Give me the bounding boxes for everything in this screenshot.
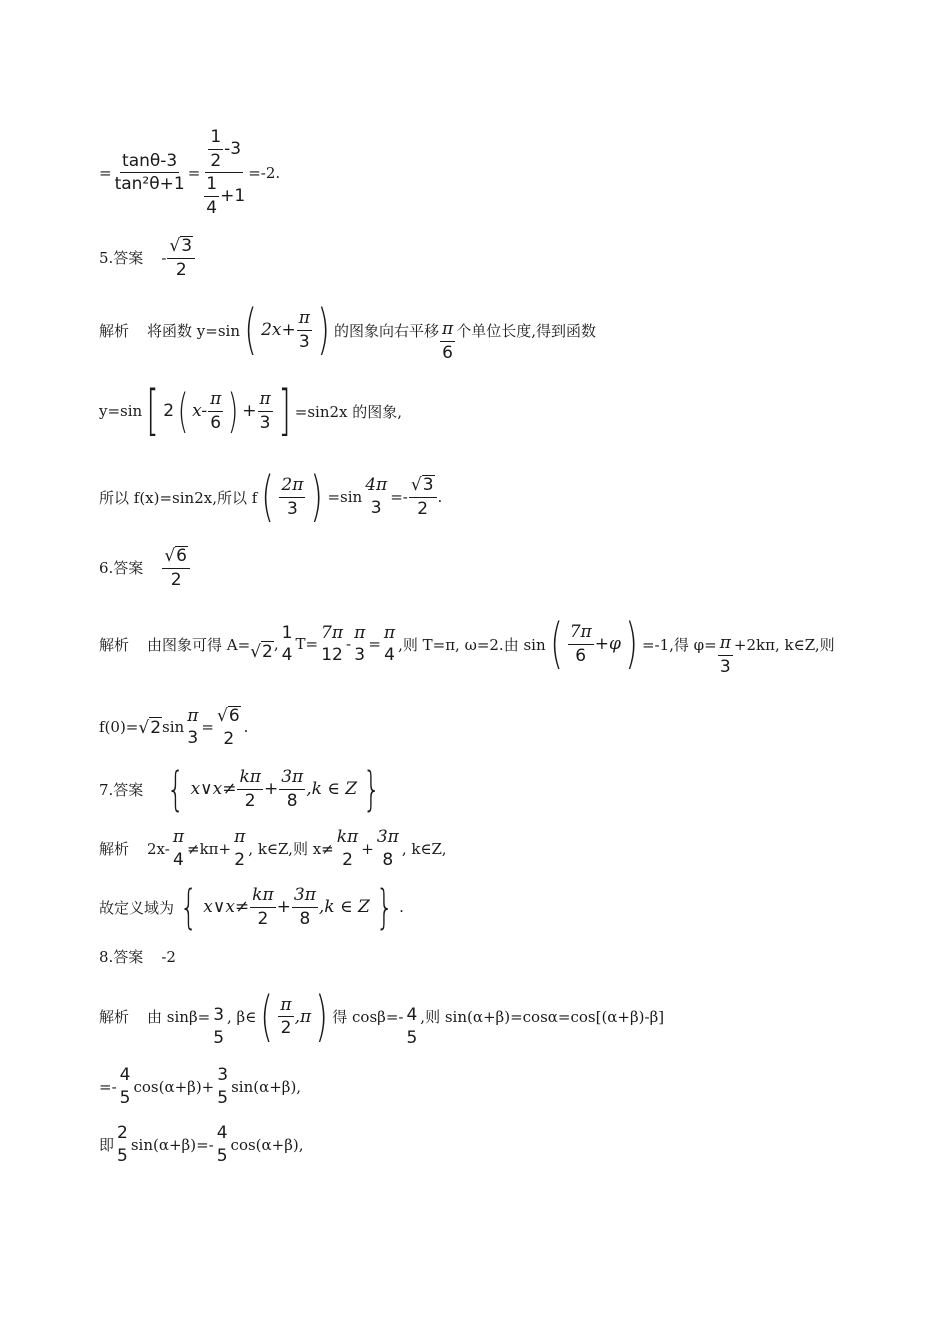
fraction-denominator: 2 (234, 849, 246, 870)
right-paren: ) (315, 984, 329, 1048)
fraction-denominator: 6 (575, 645, 587, 666)
fraction-denominator: 8 (382, 849, 394, 870)
fraction-3-5 (215, 1066, 230, 1107)
radical-icon: √ (216, 706, 228, 726)
minus-sign: - (161, 248, 167, 267)
fraction-denominator: 6 (442, 342, 453, 363)
text-segment: =- (99, 1077, 117, 1096)
fraction-numerator: 2π (279, 476, 305, 498)
fraction-numerator: 4 (119, 1065, 131, 1085)
fraction-denominator: 2 (417, 499, 429, 519)
text-segment: 将函数 y=sin (147, 321, 240, 340)
fraction-denominator: 5 (217, 1087, 229, 1108)
left-paren: ( (177, 384, 189, 438)
fraction-denominator: 2 (170, 569, 182, 590)
fraction-3-5 (211, 1006, 226, 1047)
eq-sign: = (201, 718, 214, 737)
q6-explanation-line1 (99, 612, 835, 676)
q8-label: 8.答案 (99, 948, 144, 966)
right-brace: } (362, 762, 381, 816)
fraction-denominator: 3 (719, 656, 731, 677)
fraction-denominator: 3 (298, 331, 310, 352)
fraction-4pi-3 (363, 476, 389, 517)
left-bracket: [ (146, 379, 160, 442)
q6-label: 6.答案 (99, 559, 144, 578)
radicand: 6 (176, 546, 187, 566)
eq-lead: = (99, 163, 112, 182)
text-segment: 得 cosβ=- (332, 1008, 404, 1027)
minus-sign: - (346, 635, 352, 654)
fraction-7pi-12 (319, 624, 345, 665)
fraction-numerator: 7π (568, 623, 594, 645)
explain-label: 解析 (99, 321, 130, 340)
q8-answer (99, 946, 176, 967)
fraction-denominator: 2 (175, 259, 187, 280)
fraction-denominator: 5 (213, 1027, 225, 1048)
fraction-pi-3 (297, 309, 312, 351)
text-segment: T= (295, 635, 319, 654)
fraction-numerator: 7π (321, 622, 344, 643)
text-segment: f(0)= (99, 718, 139, 737)
fraction-numerator: π (297, 309, 312, 331)
compound-denominator (201, 173, 247, 217)
fraction-numerator: 4 (216, 1123, 228, 1143)
answer-fraction (167, 236, 195, 279)
left-paren: ( (261, 465, 275, 528)
fraction-pi-6 (440, 320, 455, 362)
text-segment: y=sin (99, 402, 143, 420)
right-paren: ) (317, 298, 330, 362)
explain-label: 解析 (99, 840, 130, 859)
fraction-denominator: 2 (280, 1018, 292, 1039)
compound-numerator (205, 128, 243, 173)
q7-answer (99, 762, 386, 816)
text-segment: 由图象可得 A= (147, 635, 251, 654)
fraction-denominator: 3 (286, 498, 298, 519)
set-expression: ,k ∈ Z (306, 779, 358, 799)
right-paren: ) (227, 384, 239, 438)
radicand: 2 (262, 641, 273, 662)
radical-icon: √ (169, 236, 181, 256)
fraction-3pi-8 (375, 828, 401, 869)
fraction-numerator: 3 (217, 1065, 229, 1085)
fraction-numerator: 2 (117, 1123, 128, 1143)
fraction-denominator: 8 (286, 790, 298, 811)
sqrt-expression (162, 546, 190, 569)
fraction-pi-2 (278, 996, 293, 1038)
fraction-pi-3 (258, 390, 273, 432)
fraction-denominator: 3 (259, 412, 271, 433)
fraction-numerator: π (440, 320, 455, 342)
denominator-rest: +1 (220, 186, 246, 207)
text-segment: 由 sinβ= (147, 1008, 211, 1027)
radical-icon: √ (250, 641, 262, 662)
q5-answer (99, 236, 196, 279)
fraction-numerator: 4π (365, 475, 388, 496)
right-bracket: ] (277, 379, 291, 442)
eq-sign: = (187, 163, 201, 182)
text-segment: +2kπ, k∈Z,则 (733, 635, 835, 654)
coefficient: 2 (163, 401, 175, 421)
set-expression: ,k ∈ Z (318, 897, 370, 917)
fraction-denominator: 5 (117, 1145, 128, 1166)
fraction-pi-4 (382, 624, 397, 665)
fraction-quarter (204, 175, 219, 217)
fraction-denominator: 4 (384, 645, 395, 666)
fraction-numerator: 1 (204, 175, 219, 197)
fraction-numerator: 3π (292, 886, 318, 908)
fraction-denominator: tan²θ+1 (114, 174, 185, 195)
fraction-sqrt6-2 (215, 706, 243, 748)
right-paren: ) (310, 465, 324, 528)
fraction-numerator: π (383, 622, 396, 643)
radical-icon: √ (164, 546, 176, 566)
fraction-numerator: kπ (237, 768, 262, 790)
radicand: 3 (181, 236, 193, 256)
sqrt-expression (215, 706, 243, 728)
numerator-rest: -3 (224, 138, 242, 159)
text-segment: cos(α+β)+ (133, 1077, 215, 1096)
text-segment: =- (390, 488, 408, 506)
text-segment: 的图象向右平移 (333, 321, 439, 340)
fraction-denominator: 2 (223, 728, 235, 749)
fraction-denominator: 5 (406, 1027, 418, 1048)
text-segment: 个单位长度,得到函数 (456, 321, 596, 340)
fraction-4-5 (118, 1066, 133, 1107)
text-segment: , (273, 635, 279, 654)
fraction-sqrt3-2 (409, 475, 437, 518)
argument: 2x+ (261, 320, 296, 341)
fraction-denominator: 5 (119, 1087, 131, 1108)
fraction-numerator: 3π (279, 768, 305, 790)
left-paren: ( (260, 984, 274, 1048)
set-expression: x∨x≠ (190, 779, 237, 799)
fraction-pi-3 (185, 707, 200, 748)
q6-answer (99, 546, 191, 589)
q5-explanation-line3 (99, 465, 443, 528)
fraction-pi-2 (232, 828, 247, 869)
fraction-4-5 (215, 1124, 230, 1165)
fraction-denominator: 4 (206, 198, 218, 219)
text-segment: . (437, 488, 443, 506)
plus-sign: + (276, 897, 291, 917)
radicand: 6 (228, 706, 240, 726)
plus-sign: + (361, 839, 374, 858)
q7-explanation-line1 (99, 828, 446, 869)
plus-sign: + (242, 401, 257, 421)
q6-explanation-line2 (99, 706, 248, 748)
text-segment: 所以 f(x)=sin2x,所以 f (99, 488, 258, 507)
fraction-denominator: 4 (281, 645, 293, 666)
fraction-numerator: π (258, 390, 273, 412)
text-segment: sin(α+β)=- (130, 1135, 214, 1154)
text-segment: , β∈ (227, 1007, 257, 1026)
text-segment: . (243, 718, 249, 737)
text-segment: ,则 sin(α+β)=cosα=cos[(α+β)-β] (420, 1008, 665, 1027)
q8-explanation-line1 (99, 986, 664, 1047)
right-brace: } (375, 880, 394, 934)
text-segment: 即 (99, 1136, 115, 1155)
fraction-numerator: π (208, 390, 223, 412)
radicand: 2 (150, 717, 162, 738)
fraction-denominator: 6 (210, 412, 222, 433)
fraction-half (208, 128, 223, 170)
q8-explanation-line3 (99, 1124, 304, 1165)
fraction-numerator: kπ (250, 886, 275, 908)
set-expression: x∨x≠ (203, 897, 250, 917)
text-segment: ,则 T=π, ω=2.由 sin (398, 635, 546, 654)
left-paren: ( (549, 612, 563, 676)
q5-label: 5.答案 (99, 249, 144, 268)
text-segment: =sin (327, 488, 363, 506)
fraction-denominator: 2 (244, 790, 256, 811)
q8-explanation-line2 (99, 1066, 301, 1107)
fraction-kpi-2 (250, 886, 275, 928)
fraction-denominator: 5 (216, 1145, 228, 1166)
radical-icon: √ (138, 717, 150, 738)
fraction-1-4 (280, 624, 295, 665)
sqrt-expression (138, 717, 162, 738)
fraction-numerator: π (278, 996, 293, 1018)
fraction-numerator: kπ (336, 827, 359, 847)
argument: x- (192, 401, 208, 421)
left-brace: { (179, 880, 198, 934)
fraction-pi-4 (171, 828, 186, 869)
fraction-pi-3 (352, 624, 367, 665)
fraction-7pi-6 (568, 623, 594, 665)
sqrt-expression (409, 475, 437, 498)
fraction-2pi-3 (279, 476, 305, 518)
fraction-4-5 (404, 1006, 419, 1047)
radicand: 3 (422, 475, 434, 496)
fraction-denominator: 2 (257, 908, 269, 929)
fraction-pi-6 (208, 390, 223, 432)
text-segment: =sin2x 的图象, (294, 402, 403, 421)
fraction-numerator: π (234, 827, 246, 847)
fraction-numerator: tanθ-3 (120, 152, 179, 174)
fraction-denominator: 3 (187, 728, 199, 749)
text-segment: =-1,得 φ= (641, 635, 717, 654)
text-segment: . (399, 898, 404, 916)
text-segment: ≠kπ+ (187, 839, 232, 858)
fraction-numerator: 1 (208, 128, 223, 150)
fraction-2-5 (115, 1124, 130, 1165)
text-segment: sin (162, 718, 185, 737)
q5-explanation-line2 (99, 379, 403, 442)
text-segment: , k∈Z, (401, 839, 447, 858)
plus-sign: + (263, 779, 279, 799)
q5-explanation-line1 (99, 298, 596, 362)
fraction-denominator: 12 (321, 645, 343, 666)
fraction-denominator: 2 (342, 849, 353, 870)
explain-label: 解析 (99, 1008, 130, 1027)
radical-icon: √ (410, 475, 422, 496)
fraction-denominator: 3 (370, 498, 382, 518)
sqrt-expression (167, 236, 195, 259)
text-segment: 故定义域为 (99, 898, 175, 917)
sqrt-expression (250, 641, 274, 662)
left-paren: ( (244, 298, 257, 362)
answer-fraction (162, 546, 190, 589)
fraction-numerator: π (718, 634, 733, 656)
fraction-kpi-2 (335, 828, 360, 869)
text-segment: cos(α+β), (230, 1135, 304, 1154)
explain-label: 解析 (99, 635, 130, 654)
fraction-numerator: 3 (213, 1005, 225, 1025)
fraction-denominator: 4 (173, 849, 184, 870)
fraction-kpi-2 (237, 768, 262, 810)
fraction-pi-3 (718, 634, 733, 676)
text-segment: 2x- (147, 839, 170, 858)
plus-phi: +φ (594, 634, 621, 655)
fraction-compound (201, 128, 247, 218)
fraction-numerator: π (354, 622, 366, 643)
fraction-denominator: 3 (354, 645, 366, 666)
fraction-numerator: π (172, 827, 185, 847)
fraction-denominator: 8 (299, 908, 311, 929)
fraction-numerator: π (187, 705, 199, 726)
equation-tan-fraction (99, 128, 280, 218)
q7-label: 7.答案 (99, 780, 144, 799)
fraction-numerator: 1 (281, 622, 293, 643)
fraction-3pi-8 (279, 768, 305, 810)
q7-explanation-line2 (99, 880, 404, 934)
right-paren: ) (625, 612, 638, 676)
interval-end: ,π (294, 1006, 312, 1027)
eq-tail: =-2. (248, 163, 281, 182)
answer-value: -2 (161, 947, 176, 966)
eq-sign: = (368, 635, 381, 654)
fraction-tan (113, 152, 187, 194)
fraction-numerator: 4 (406, 1005, 418, 1025)
fraction-numerator: 3π (376, 827, 399, 847)
fraction-denominator: 2 (210, 150, 222, 171)
left-brace: { (167, 762, 185, 816)
text-segment: sin(α+β), (231, 1077, 302, 1096)
text-segment: , k∈Z,则 x≠ (248, 840, 334, 859)
fraction-3pi-8 (292, 886, 318, 928)
